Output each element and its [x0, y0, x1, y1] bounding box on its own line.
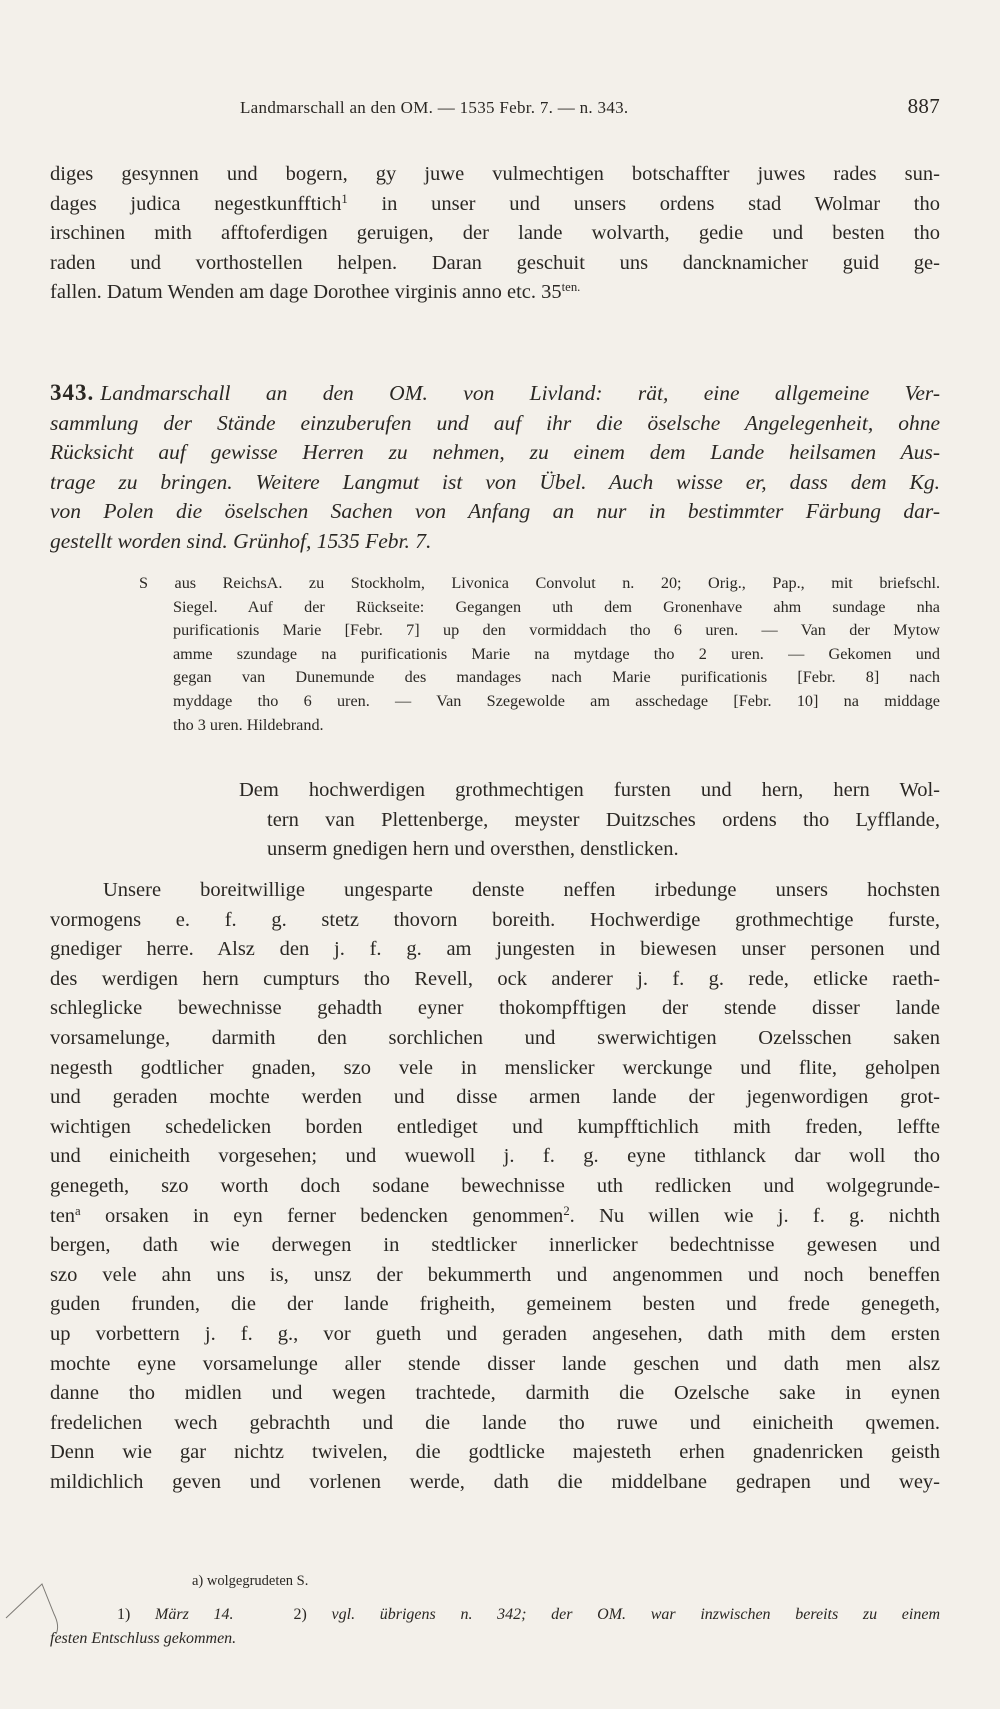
source-line: myddage tho 6 uren. — Van Szegewolde am asschedage [Febr. 10] na middage — [173, 691, 940, 710]
text-line: vorsamelunge, darmith den sorchlichen und swerwichtigen Ozelsschen saken — [50, 1026, 940, 1049]
text-line: und einicheith vorgesehen; und wuewoll j. f. g. eyne tithlanck dar woll tho — [50, 1145, 940, 1168]
source-line: Siegel. Auf der Rückseite: Gegangen uth dem Gronenhave ahm sundage nha — [173, 597, 940, 616]
text-line: des werdigen hern cumpturs tho Revell, ock anderer j. f. g. rede, etlicke raeth- — [50, 967, 940, 990]
source-line: gegan van Dunemunde des mandages nach Marie purificationis [Febr. 8] nach — [173, 668, 940, 687]
source-note — [139, 572, 940, 737]
text-line: genegeth, szo worth doch sodane bewechnisse uth redlicken und wolgegrunde- — [50, 1174, 940, 1197]
footnote-line: 1) März 14. 2) vgl. übrigens n. 342; der OM. war inzwischen bereits zu einem — [117, 1606, 941, 1623]
letter-body — [50, 876, 940, 1497]
page-number: 887 — [907, 94, 940, 118]
source-line: tho 3 uren. Hildebrand. — [173, 715, 324, 734]
footnote-number: 1) — [117, 1606, 131, 1623]
text-line: vormogens e. f. g. stetz thovorn boreith. Hochwerdige grothmechtige furste, — [50, 908, 940, 931]
text-line: bergen, dath wie derwegen in stedtlicker innerlicker bedechtnisse gewesen und — [50, 1234, 940, 1257]
regest-line: trage zu bringen. Weitere Langmut ist von Übel. Auch wisse er, dass dem Kg. — [50, 469, 940, 494]
text-line: dages judica negestkunfftich$^1$ in unser und unsers ordens stad Wolmar tho — [50, 191, 940, 215]
running-head-title: Landmarschall an den OM. — 1535 Febr. 7. — n. 343. — [240, 98, 629, 117]
text-line: irschinen mith afftoferdigen geruigen, der lande wolvarth, gedie und besten tho — [50, 222, 940, 245]
textual-note: a) wolgegrudeten S. — [192, 1573, 309, 1589]
address-line: Dem hochwerdigen grothmechtigen fursten und hern, hern Wol- — [239, 779, 940, 801]
text-line: szo vele ahn uns is, unsz der bekummerth und angenommen und noch beneffen — [50, 1263, 940, 1286]
footnote-mark: 2 — [563, 1203, 570, 1218]
footnote-mark: 1 — [341, 191, 348, 206]
text-line: mochte eyne vorsamelunge aller stende disser lande geschen und dath men alsz — [50, 1352, 940, 1375]
text-line: diges gesynnen und bogern, gy juwe vulmechtigen botschaffter juwes rades sun- — [50, 163, 940, 185]
text-line: schleglicke bewechnisse gehadth eyner thokompfftigen der stende disser lande — [50, 997, 940, 1020]
paragraph-letter-end — [50, 160, 940, 308]
footnotes — [50, 1603, 940, 1651]
regest-line: gestellt worden sind. Grünhof, 1535 Febr. 7. — [50, 528, 432, 553]
textual-note-mark: a — [75, 1203, 81, 1218]
text-line: Unsere boreitwillige ungesparte denste neffen irbedunge unsers hochsten — [103, 879, 940, 901]
address-line: tern van Plettenberge, meyster Duitzsches ordens tho Lyfflande, — [267, 808, 940, 831]
source-line: S aus ReichsA. zu Stockholm, Livonica Convolut n. 20; Orig., Pap., mit briefschl. — [139, 574, 940, 592]
regest-line: von Polen die öselschen Sachen von Anfang an nur in bestimmter Färbung dar- — [50, 499, 940, 523]
text-line: raden und vorthostellen helpen. Daran geschuit uns dancknamicher guid ge- — [50, 251, 940, 274]
text-line: negesth godtlicher gnaden, szo vele in menslicker werckunge und flite, geholpen — [50, 1056, 940, 1079]
document-number: 343. — [50, 380, 95, 405]
footnote-line: festen Entschluss gekommen. — [50, 1630, 237, 1647]
text-line: fallen. Datum Wenden am dage Dorothee virginis anno etc. $35^{ten.}$ — [50, 280, 581, 304]
regest-summary — [50, 378, 940, 556]
regest-line: Rücksicht auf gewisse Herren zu nehmen, zu einem dem Lande heilsamen Aus- — [50, 440, 940, 464]
text-line: up vorbettern j. f. g., vor gueth und geraden angesehen, dath mith dem ersten — [50, 1322, 940, 1345]
regest-line: sammlung der Stände einzuberufen und auf ihr die öselsche Angelegenheit, ohne — [50, 410, 940, 435]
text-line: und geraden mochte werden und disse armen lande der jegenwordigen grot- — [50, 1086, 940, 1109]
text-line: guden frunden, die der lande frigheith, gemeinem besten und frede genegeth, — [50, 1293, 940, 1316]
source-line: purificationis Marie [Febr. 7] up den vormiddach tho 6 uren. — Van der Mytow — [173, 621, 940, 640]
text-line: danne tho midlen und wegen trachtede, darmith die Ozelsche sake in eynen — [50, 1382, 940, 1405]
address-block — [239, 776, 940, 865]
text-line: gnediger herre. Alsz den j. f. g. am jungesten in biewesen unser personen und — [50, 938, 940, 961]
text-line: Denn wie gar nichtz twivelen, die godtlicke majesteth erhen gnadenricken geisth — [50, 1441, 940, 1464]
source-line: amme szundage na purificationis Marie na mytdage tho 2 uren. — Gekomen und — [173, 644, 940, 663]
running-head — [50, 94, 940, 124]
superscript: ten. — [561, 280, 581, 295]
text-line: fredelichen wech gebrachth und die lande tho ruwe und einicheith qwemen. — [50, 1411, 940, 1434]
text-line: ten$^a$ orsaken in eyn ferner bedencken genommen$^2$. Nu willen wie j. f. g. nichth — [50, 1203, 941, 1227]
footnote-number: 2) — [293, 1606, 307, 1623]
regest-line: 343. Landmarschall an den OM. von Livland: rät, eine allgemeine Ver- — [50, 380, 940, 405]
text-line: wichtigen schedelicken borden entlediget und kumpfftichlich mith freden, leffte — [50, 1115, 940, 1138]
address-line: unserm gnedigen hern und oversthen, denstlicken. — [267, 838, 679, 860]
text-line: mildichlich geven und vorlenen werde, dath die middelbane gedrapen und wey- — [50, 1470, 940, 1493]
